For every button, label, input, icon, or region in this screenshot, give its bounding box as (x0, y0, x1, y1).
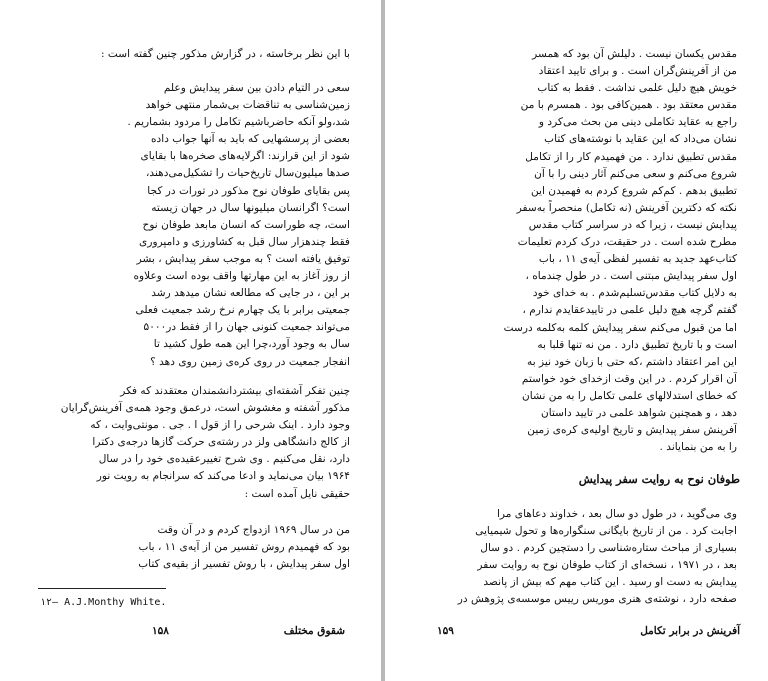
text-line: که خطای استدلالهای علمی تکامل را به من نشان (521, 389, 737, 402)
text-line: است و با تاریخ تطبیق دارد . من نه تنها قلبا به (537, 338, 737, 351)
footnote: ١٢– A.J.Monthy White. (40, 597, 167, 608)
text-line: چنین تفکر آشفته‌ای بیشتردانشمندان معتقدند که فکر (120, 385, 350, 397)
text-line: سعی در التیام دادن بین سفر پیدایش وعلم (163, 82, 350, 94)
text-line: زمین‌شناسی به تناقضات بی‌شمار منتهی خواهد (145, 99, 350, 112)
text-line: را به من بنمایاند . (659, 441, 737, 454)
text-line: است، چه طوراست که انسان مابعد طوفان نوح (142, 218, 350, 231)
paragraph (40, 522, 350, 573)
intro-line (40, 46, 350, 63)
text-line: مقدس معتقد بود . همین‌کافی بود . همسرم با من (520, 99, 737, 112)
text-line: مذکور آشفته و مغشوش است، درعمق وجود همه‌ی آفرینش‌گرایان (60, 402, 350, 415)
text-line: بسیاری از مباحث ستاره‌شناسی را دستچین کردم . دو سال (480, 542, 737, 555)
quote-block (40, 80, 350, 371)
text-line: وجود دارد . اینک شرحی را از قول ا . جی . مونتی‌وایت ، که (90, 419, 350, 432)
text-line: بعد ، در ۱۹۷۱ ، نسخه‌ای از کتاب طوفان نوح به روایت سفر (477, 559, 737, 572)
text-line: راجع به عقاید تکاملی دینی من بحث می‌کرد و (538, 116, 737, 129)
text-line: اول سفر پیدایش ، با روش تفسیر از بقیه‌ی کتاب (138, 558, 350, 571)
text-line: اجابت کرد . من از تاریخ بایگانی سنگواره‌ها و تحول شیمیایی (475, 525, 737, 538)
right-page (385, 0, 768, 681)
page-number: ۱۵۸ (152, 625, 169, 637)
text-line: بود که فهمیدم روش تفسیر من از آیه‌ی ۱۱ ، باب (138, 541, 350, 554)
text-line: صفحه دارد ، نوشته‌ی هنری موریس رییس موسسه‌ی پژوهش در (457, 593, 737, 606)
paragraph (40, 383, 350, 503)
text-line: پیدایش به دست او رسید . این کتاب مهم که بیش از پانصد (483, 576, 737, 589)
text-line: آن اقرار کردم . در این وقت ازخدای خود خواستم (521, 372, 737, 385)
text-line: نکته که دکترین آفرینش (نه تکامل) منحصراً به‌سفر (516, 201, 737, 214)
text-line: آفرینش سفر پیدایش و تاریخ اولیه‌ی کره‌ی زمین (527, 424, 737, 437)
running-title: آفرینش در برابر تکامل (640, 625, 740, 637)
text-line: خویش هیچ دلیل علمی نداشت . فقط به کتاب (537, 82, 737, 95)
text-line: ۱۹۶۴ بیان می‌نماید و ادعا می‌کند که سرانجام به رویت نور (96, 470, 350, 483)
text-line: با این نظر برخاسته ، در گزارش مذکور چنین گفته است : (100, 48, 350, 60)
text-line: است؟ اگرانسان میلیونها سال در جهان زیسته (151, 201, 350, 214)
text-line: اما من قبول می‌کنم سفر پیدایش کلمه به‌کلمه درست (503, 321, 737, 334)
text-line: اول سفر پیدایش مبتنی است . در طول چندماه ، (525, 270, 737, 283)
text-line: دارد، نقل می‌کنیم . وی شرح تغییرعقیده‌ی خود را در سال (98, 453, 350, 466)
text-line: توفیق یافته است ؟ به موجب سفر پیدایش ، بشر (136, 252, 350, 265)
text-line: صدها میلیون‌سال تاریخ‌حیات را تشکیل‌می‌دهند، (145, 167, 350, 180)
footnote-rule (38, 588, 166, 589)
text-line: گفتم گرچه هیچ دلیل علمی در تاییدعقایدم ندارم ، (522, 304, 737, 317)
text-line: انفجار جمعیت در روی کره‌ی زمین روی دهد ؟ (150, 355, 350, 368)
text-line: از کالج دانشگاهی ولز در رشته‌ی حرکت گازها درجه‌ی دکترا (92, 436, 350, 449)
left-page (0, 0, 381, 681)
text-line: شروع می‌کنم و سعی می‌کنم آثار دینی را با آن (534, 167, 737, 180)
text-line: نشان می‌داد که این عقاید با نوشته‌های کتاب (544, 133, 737, 146)
text-line: مقدس تطبیق ندارد . من فهمیدم کار را از تکامل (525, 150, 737, 163)
text-line: وی می‌گوید ، در طول دو سال بعد ، خداوند دعاهای مرا (496, 508, 737, 520)
text-line: بعضی از پرسشهایی که باید به آنها جواب داده (151, 133, 350, 146)
paragraph (421, 46, 737, 456)
text-line: دهد ، و همچنین شواهد علمی در تایید داستان (540, 406, 737, 419)
text-line: این امر اعتقاد داشتم ،که حتی با زبان خود نیز به (527, 355, 737, 368)
text-line: پیدایش نیست ، زیرا که در سراسر کتاب مقدس (528, 218, 737, 231)
running-title: شقوق مختلف (283, 625, 345, 637)
section-heading: طوفان نوح به روایت سفر پیدایش (578, 472, 740, 486)
text-line: مقدس یکسان نیست . دلیلش آن بود که همسر (532, 48, 737, 60)
text-line: می‌تواند جمعیت کنونی جهان را از فقط در۵۰۰۰ (143, 321, 350, 334)
text-line: من از آفرینش‌گران است . و برای تایید اعتقاد (538, 65, 737, 78)
text-line: سال به وجود آورد،چرا این همه طول کشید تا (153, 338, 350, 351)
text-line: جمعیتی برابر با یک چهارم نرخ رشد جمعیت فعلی (135, 304, 350, 317)
text-line: بر این ، در جایی که مطالعه نشان میدهد رشد (151, 287, 350, 300)
text-line: به دلایل کتاب مقدس‌تسلیم‌شدم . به خدای خود (532, 287, 737, 300)
text-line: کتاب‌عهد جدید به تفسیر لفظی آیه‌ی ۱۱ ، باب (538, 253, 737, 266)
text-line: پس بقایای طوفان نوح مذکور در تورات در کجا (147, 184, 350, 197)
page-number: ۱۵۹ (437, 625, 454, 637)
text-line: تطبیق بدهم . کم‌کم شروع کردم به فهمیدن این (530, 184, 737, 197)
text-line: از روز آغاز به این مهارتها واقف بوده است وعلاوه (133, 270, 350, 283)
text-line: شد،ولو آنکه حاضرباشیم تکامل را مردود بشماریم . (127, 116, 350, 129)
text-line: مطرح شده است . در حقیقت، درک کردم تعلیمات (517, 236, 737, 249)
text-line: حقیقی نایل آمده است : (244, 487, 350, 500)
text-line: شود از این قرارند: اگرلایه‌های صخره‌ها با بقایای (140, 150, 350, 163)
text-line: من در سال ۱۹۶۹ ازدواج کردم و در آن وقت (157, 524, 350, 536)
text-line: فقط چندهزار سال قبل به کشاورزی و دامپروری (139, 235, 350, 248)
paragraph (421, 506, 737, 609)
